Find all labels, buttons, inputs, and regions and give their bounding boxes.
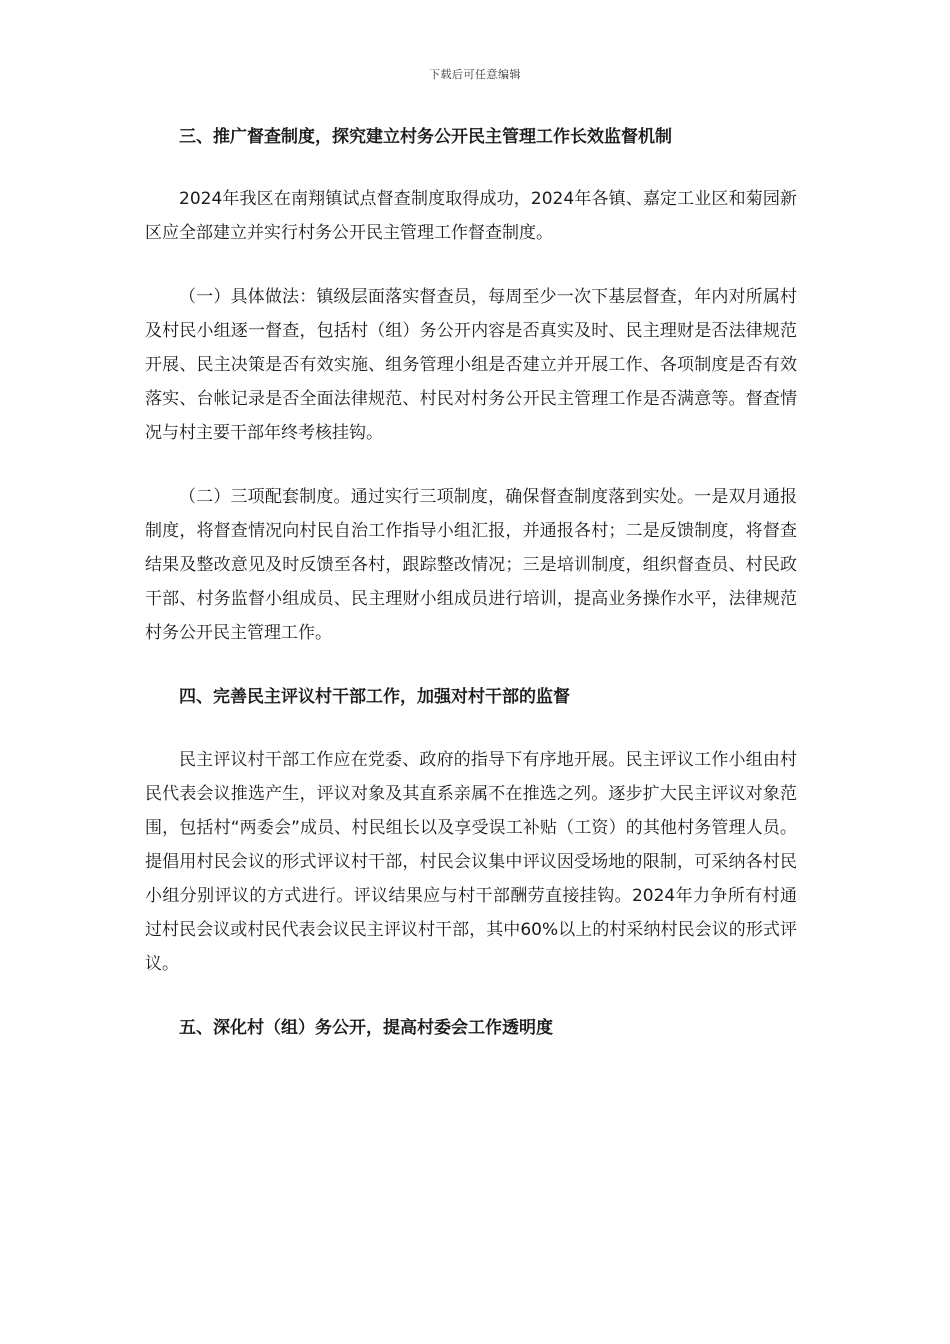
paragraph-method: （一）具体做法：镇级层面落实督查员，每周至少一次下基层督查，年内对所属村及村民小组逐一督查，包括村（组）务公开内容是否真实及时、民主理财是否法律规范开展、民主决策是否有效实施、组务管理小组是否建立并开展工作、各项制度是否有效落实、台帐记录是否全面法律规范、村民对村务公开民主管理工作是否满意等。督查情况与村主要干部年终考核挂钩。 xyxy=(145,287,797,443)
section-heading-4: 四、完善民主评议村干部工作，加强对村干部的监督 xyxy=(179,687,570,707)
paragraph-support: （二）三项配套制度。通过实行三项制度，确保督查制度落到实处。一是双月通报制度，将督查情况向村民自治工作指导小组汇报，并通报各村；二是反馈制度，将督查结果及整改意见及时反馈至各村，跟踪整改情况；三是培训制度，组织督查员、村民政干部、村务监督小组成员、民主理财小组成员进行培训，提高业务操作水平，法律规范村务公开民主管理工作。 xyxy=(145,487,797,643)
header-note: 下载后可任意编辑 xyxy=(429,68,521,81)
paragraph-intro: 2024年我区在南翔镇试点督查制度取得成功，2024年各镇、嘉定工业区和菊园新区应全部建立并实行村务公开民主管理工作督查制度。 xyxy=(145,189,797,243)
paragraph-review: 民主评议村干部工作应在党委、政府的指导下有序地开展。民主评议工作小组由村民代表会议推选产生，评议对象及其直系亲属不在推选之列。逐步扩大民主评议对象范围，包括村“两委会”成员、村民组长以及享受误工补贴（工资）的其他村务管理人员。提倡用村民会议的形式评议村干部，村民会议集中评议因受场地的限制，可采纳各村民小组分别评议的方式进行。评议结果应与村干部酬劳直接挂钩。2024年力争所有村通过村民会议或村民代表会议民主评议村干部，其中60%以上的村采纳村民会议的形式评议。 xyxy=(145,750,797,974)
document-body xyxy=(145,120,797,1045)
section-heading-5: 五、深化村（组）务公开，提高村委会工作透明度 xyxy=(179,1018,553,1038)
section-heading-3: 三、推广督查制度，探究建立村务公开民主管理工作长效监督机制 xyxy=(179,127,672,147)
